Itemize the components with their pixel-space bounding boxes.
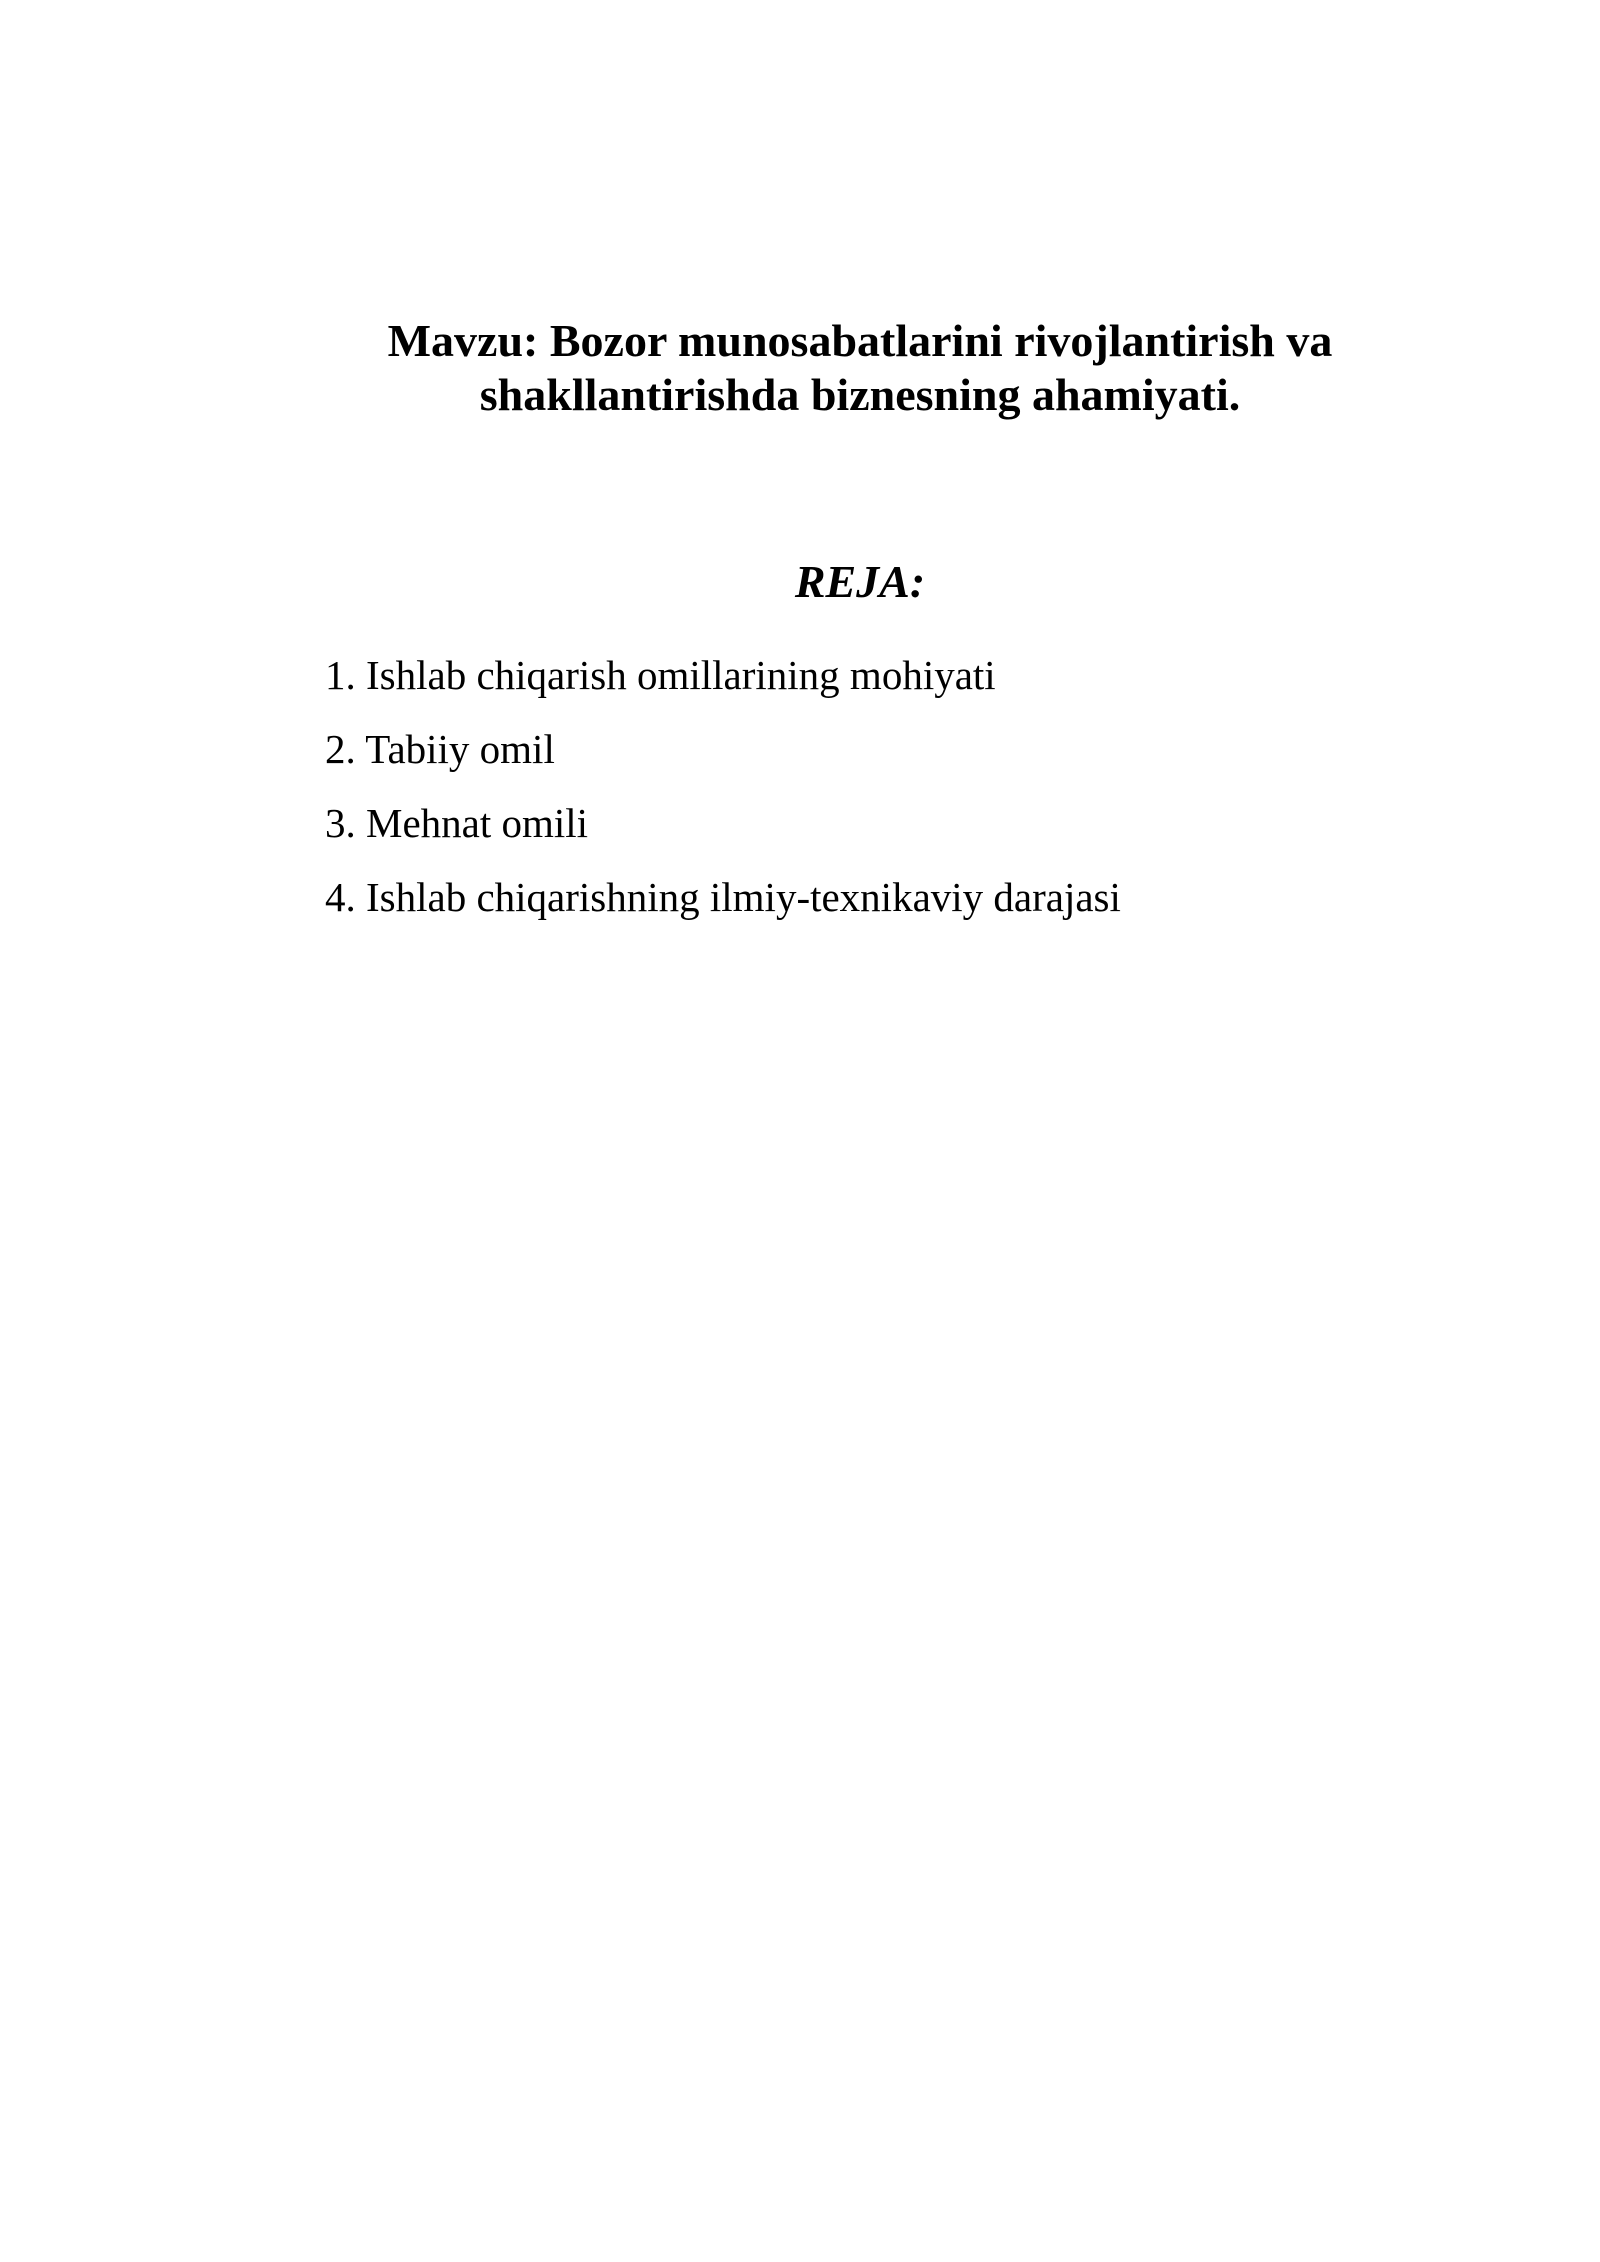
plan-item-3: 3. Mehnat omili: [325, 800, 589, 846]
title-line-2: shakllantirishda biznesning ahamiyati.: [479, 369, 1241, 420]
document-title: [300, 314, 1420, 422]
title-line-1: Mavzu: Bozor munosabatlarini rivojlantirish va: [387, 315, 1333, 366]
plan-list: [325, 650, 1121, 946]
plan-item-2: 2. Tabiiy omil: [325, 726, 555, 772]
plan-heading: REJA:: [794, 556, 926, 607]
plan-item-1: 1. Ishlab chiqarish omillarining mohiyati: [325, 652, 996, 698]
plan-item-4: 4. Ishlab chiqarishning ilmiy-texnikaviy darajasi: [325, 874, 1121, 920]
